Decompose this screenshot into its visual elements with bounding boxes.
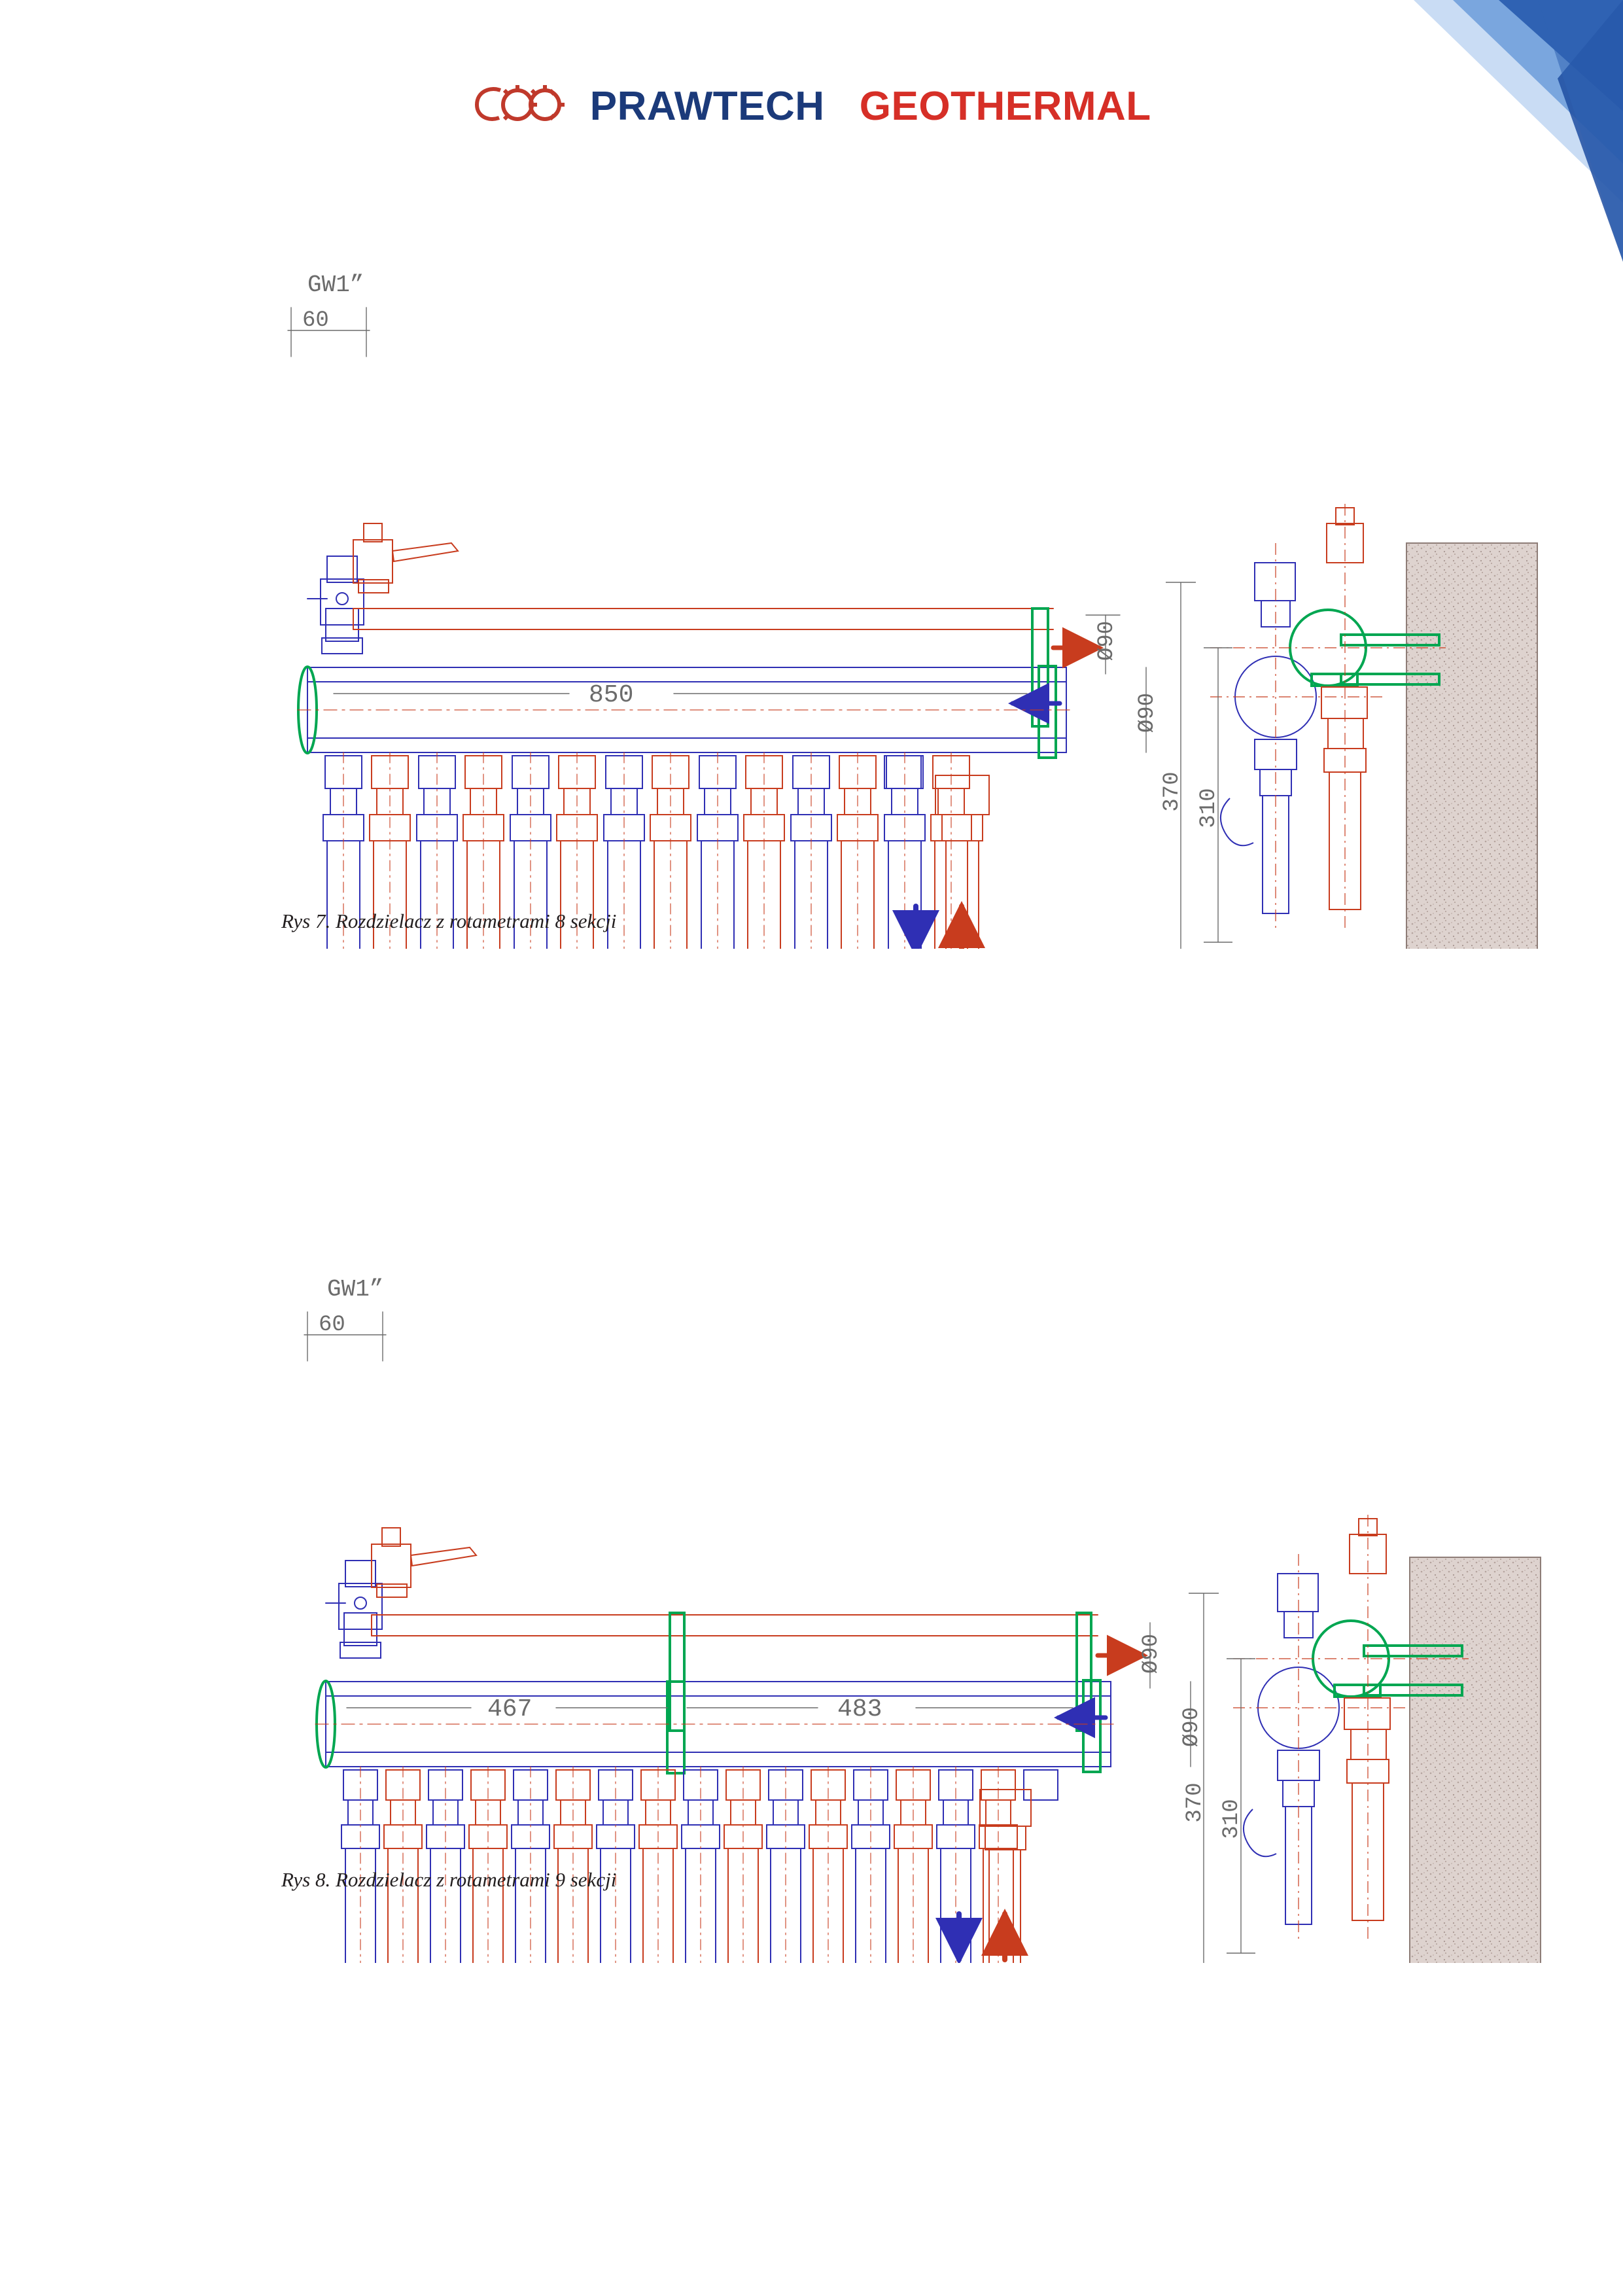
brand-name-secondary: GEOTHERMAL: [859, 84, 1151, 129]
dim-dia90-b: Ø90: [1179, 1706, 1204, 1747]
dim-dia90-b: Ø90: [1135, 692, 1160, 733]
figure-7-caption: Rys 7. Rozdzielacz z rotametrami 8 sekcji: [281, 910, 617, 932]
figure-8-drawing: [0, 1230, 1623, 1963]
brand-lockup: [0, 79, 1623, 134]
dim-850: 850: [589, 681, 634, 709]
dim-310: 310: [1196, 788, 1221, 828]
dim-60: 60: [302, 308, 329, 333]
thread-label: GW1”: [307, 272, 364, 298]
brand-name-primary: PRAWTECH: [589, 84, 825, 129]
gear-logo-icon: [472, 79, 570, 134]
dim-467: 467: [487, 1695, 532, 1723]
figure-7: [0, 216, 1623, 949]
dim-483: 483: [837, 1695, 882, 1723]
figure-7-drawing: [0, 216, 1623, 949]
dim-dia90-a: Ø90: [1139, 1633, 1164, 1674]
thread-label: GW1”: [327, 1276, 384, 1303]
dim-370: 370: [1160, 771, 1185, 812]
dim-60: 60: [319, 1313, 345, 1337]
dim-dia90-a: Ø90: [1094, 620, 1119, 661]
dim-310: 310: [1219, 1799, 1244, 1839]
figure-8-caption: Rys 8. Rozdzielacz z rotametrami 9 sekcji: [281, 1868, 617, 1891]
figure-8: [0, 1230, 1623, 1963]
dim-370: 370: [1183, 1782, 1208, 1823]
